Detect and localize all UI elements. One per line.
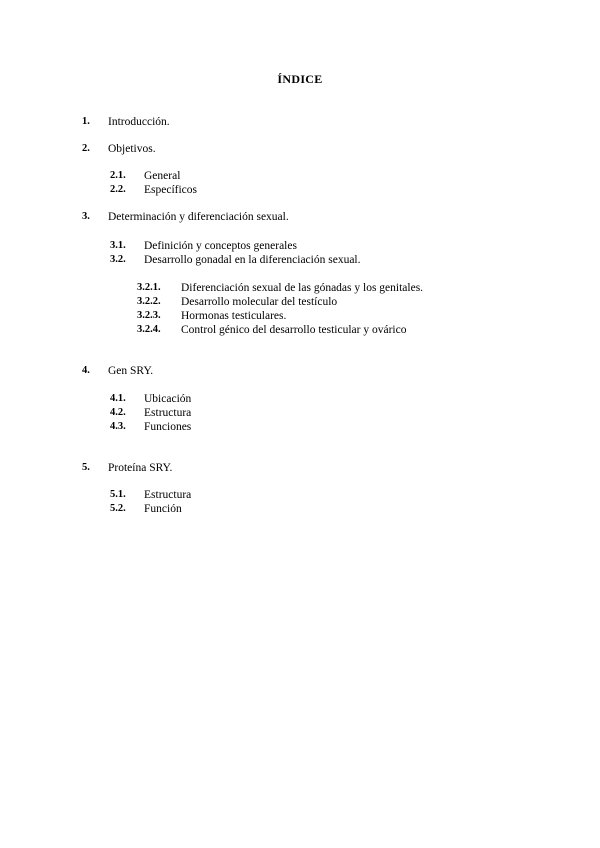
toc-number: 2.2.: [110, 184, 126, 195]
toc-label: Específicos: [144, 184, 198, 196]
toc-number: 5.1.: [110, 489, 126, 500]
toc-label: General: [144, 170, 181, 182]
toc-number: 4.: [82, 365, 90, 376]
toc-number: 3.2.: [110, 254, 126, 265]
toc-number: 5.: [82, 462, 90, 473]
toc-number: 5.2.: [110, 503, 126, 514]
toc-number: 4.2.: [110, 407, 126, 418]
toc-label: Desarrollo molecular del testículo: [181, 296, 338, 308]
toc-number: 3.2.4.: [137, 324, 161, 335]
toc-number: 2.: [82, 143, 90, 154]
toc-label: Proteína SRY.: [108, 462, 173, 474]
toc-label: Función: [144, 503, 182, 515]
toc-number: 1.: [82, 116, 90, 127]
toc-label: Hormonas testiculares.: [181, 310, 287, 322]
toc-label: Estructura: [144, 489, 192, 501]
toc-label: Desarrollo gonadal en la diferenciación sexual.: [144, 254, 361, 266]
page-title: ÍNDICE: [277, 72, 323, 86]
toc-number: 3.2.3.: [137, 310, 161, 321]
toc-number: 3.2.2.: [137, 296, 161, 307]
toc-label: Diferenciación sexual de las gónadas y los genitales.: [181, 282, 424, 294]
toc-label: Definición y conceptos generales: [144, 240, 297, 252]
toc-label: Introducción.: [108, 116, 170, 128]
toc-label: Gen SRY.: [108, 365, 154, 377]
toc-number: 4.1.: [110, 393, 126, 404]
toc-number: 3.: [82, 211, 90, 222]
toc-label: Estructura: [144, 407, 192, 419]
toc-label: Determinación y diferenciación sexual.: [108, 211, 289, 223]
toc-number: 3.2.1.: [137, 282, 161, 293]
toc-label: Funciones: [144, 421, 192, 433]
toc-label: Control génico del desarrollo testicular y ovárico: [181, 324, 407, 336]
toc-label: Objetivos.: [108, 143, 156, 155]
toc-number: 2.1.: [110, 170, 126, 181]
toc-label: Ubicación: [144, 393, 192, 405]
toc-number: 4.3.: [110, 421, 126, 432]
toc-number: 3.1.: [110, 240, 126, 251]
